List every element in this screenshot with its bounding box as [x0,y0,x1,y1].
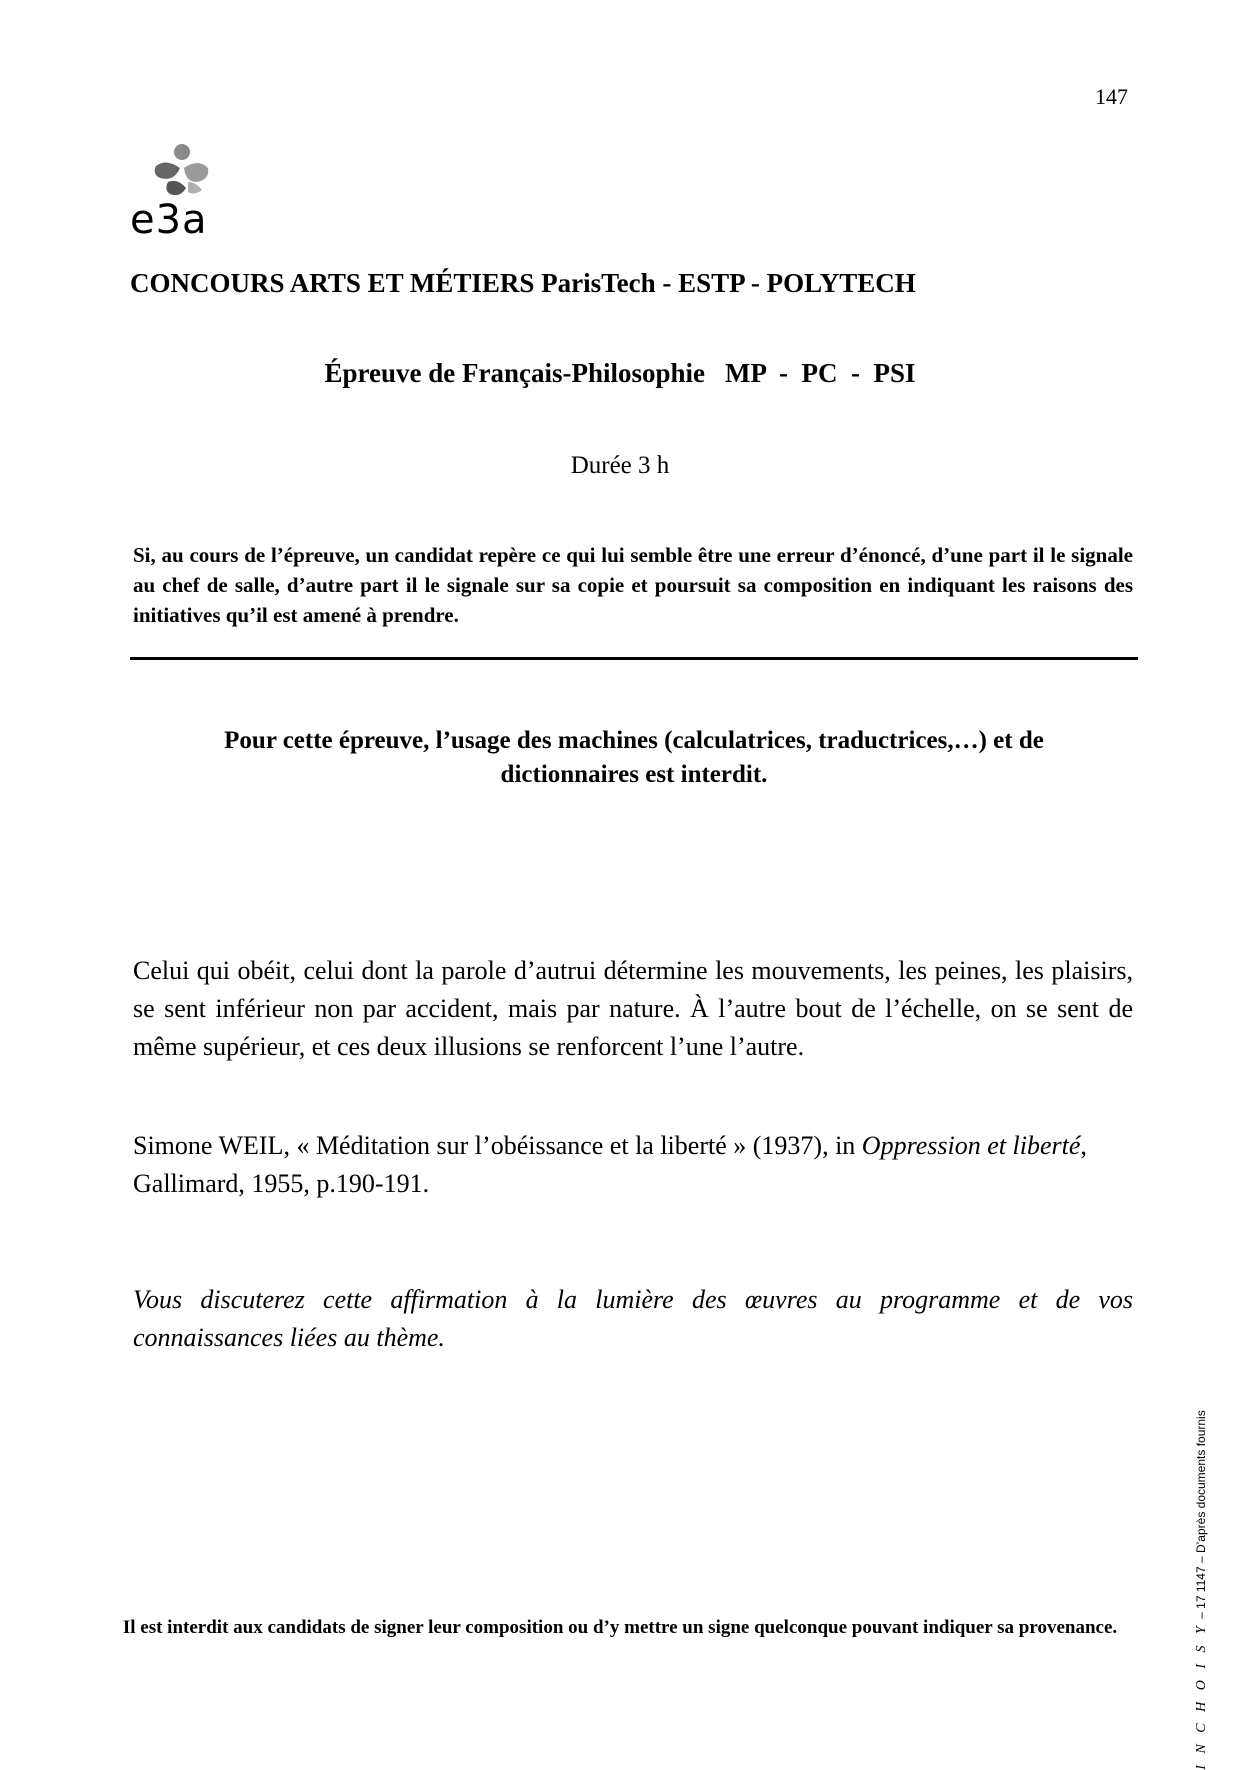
printer-reference: – 17 1147 – D’après documents fournis [1194,1410,1208,1623]
exam-sections: MP - PC - PSI [725,358,916,388]
printer-name: I N C H O I S Y [1194,1622,1209,1770]
quote-citation [133,1127,1133,1203]
page-number: 147 [1095,84,1128,109]
citation-work-title: Oppression et liberté [861,1131,1081,1160]
footer-warning: Il est interdit aux candidats de signer leur composition ou d’y mettre un signe quelconque pouvant indiquer sa provenance. [122,1617,1118,1638]
logo-wordmark: e3a [130,197,208,243]
printer-side-note [1194,1410,1210,1769]
error-notice: Si, au cours de l’épreuve, un candidat repère ce qui lui semble être une erreur d’énoncé, d’une part il le signale au chef de salle, d’autre part il le signale sur sa copie et poursuit sa composition en indiquant les raisons des initiatives qu’il est amené à prendre. [133,543,1133,627]
exam-duration: Durée 3 h [570,452,670,479]
exam-title: CONCOURS ARTS ET MÉTIERS ParisTech - ESTP - POLYTECH [130,268,916,298]
essay-instruction: Vous discuterez cette affirmation à la lumière des œuvres au programme et de vos connaissances liées au thème. [133,1285,1133,1352]
logo-emblem-icon [142,142,222,202]
usage-line-2: dictionnaires est interdit. [500,761,768,788]
citation-author-text: Simone WEIL, « Méditation sur l’obéissance et la liberté » (1937), in [133,1131,862,1160]
e3a-logo [130,142,242,242]
usage-line-1: Pour cette épreuve, l’usage des machines (calculatrices, traductrices,…) et de [224,727,1044,754]
citation-publisher: , Gallimard, 1955, p.190-191. [133,1131,1087,1198]
exam-subtitle [0,358,1240,389]
divider-line [130,657,1138,660]
usage-restriction [130,724,1138,792]
subject-quote: Celui qui obéit, celui dont la parole d’autrui détermine les mouvements, les peines, les plaisirs, se sent inférieur non par accident, mais par nature. À l’autre bout de l’échelle, on se sent de même supérieur, et ces deux illusions se renforcent l’une l’autre. [133,956,1133,1061]
exam-subject: Épreuve de Français-Philosophie [324,358,706,388]
